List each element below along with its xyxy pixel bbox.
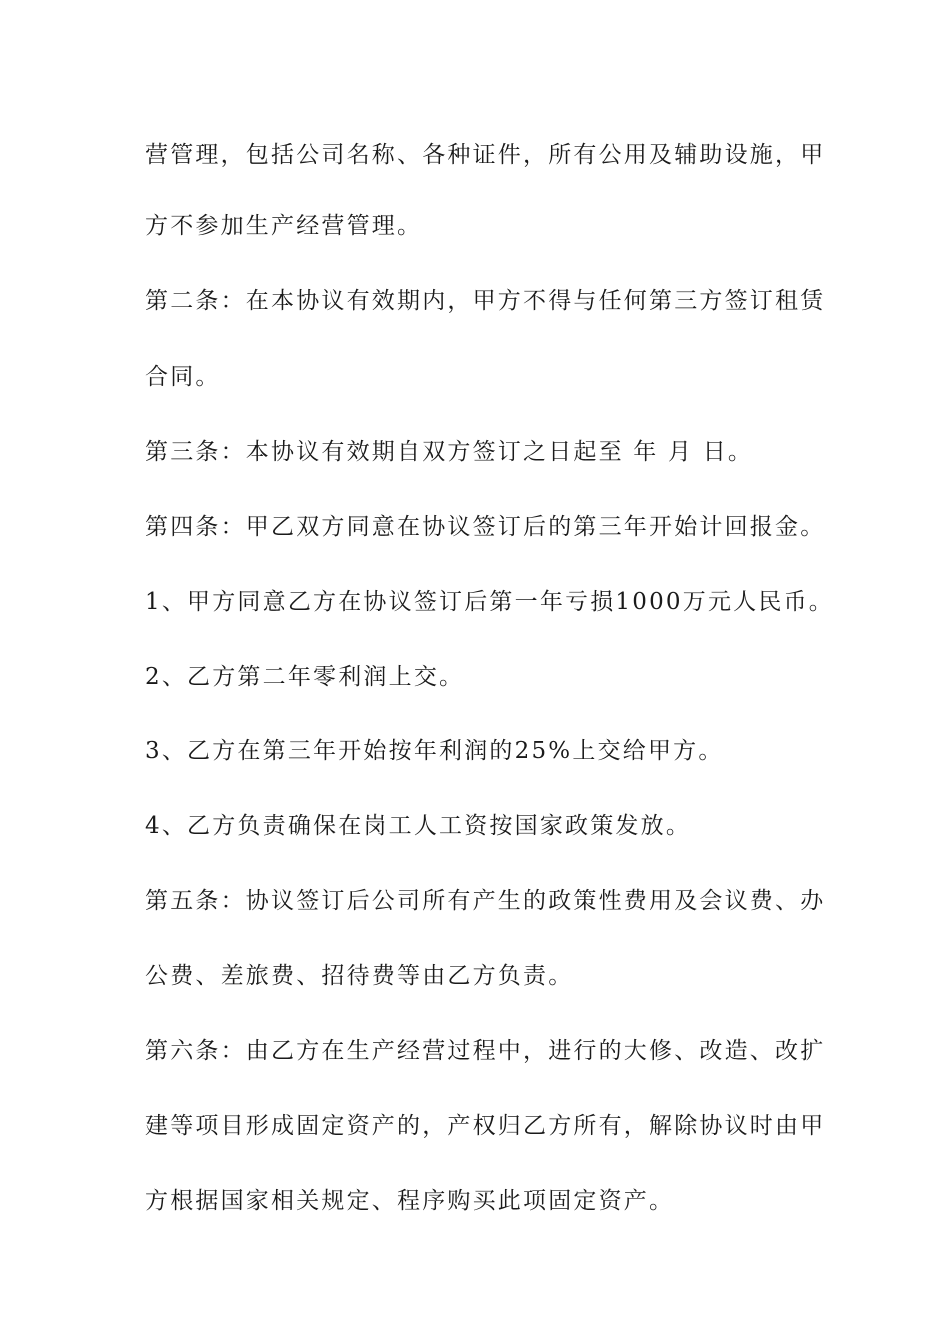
text-line: 方根据国家相关规定、程序购买此项固定资产。 <box>145 1188 675 1214</box>
text-line: 方不参加生产经营管理。 <box>145 213 423 239</box>
text-line: 合同。 <box>145 364 221 390</box>
text-line: 第五条：协议签订后公司所有产生的政策性费用及会议费、办 <box>145 888 826 914</box>
text-line: 第四条：甲乙双方同意在协议签订后的第三年开始计回报金。 <box>145 514 826 540</box>
text-line: 第二条：在本协议有效期内，甲方不得与任何第三方签订租赁 <box>145 288 826 314</box>
text-line: 第三条：本协议有效期自双方签订之日起至 年 月 日。 <box>145 439 754 465</box>
text-line: 第六条：由乙方在生产经营过程中，进行的大修、改造、改扩 <box>145 1038 826 1064</box>
text-line: 建等项目形成固定资产的，产权归乙方所有，解除协议时由甲 <box>145 1113 826 1139</box>
text-line: 公费、差旅费、招待费等由乙方负责。 <box>145 963 574 989</box>
text-line: 2、乙方第二年零利润上交。 <box>145 664 465 690</box>
text-line: 营管理，包括公司名称、各种证件，所有公用及辅助设施，甲 <box>145 142 826 168</box>
text-line: 4、乙方负责确保在岗工人工资按国家政策发放。 <box>145 813 692 839</box>
text-line: 3、乙方在第三年开始按年利润的25%上交给甲方。 <box>145 738 724 764</box>
text-line: 1、甲方同意乙方在协议签订后第一年亏损1000万元人民币。 <box>145 589 834 615</box>
